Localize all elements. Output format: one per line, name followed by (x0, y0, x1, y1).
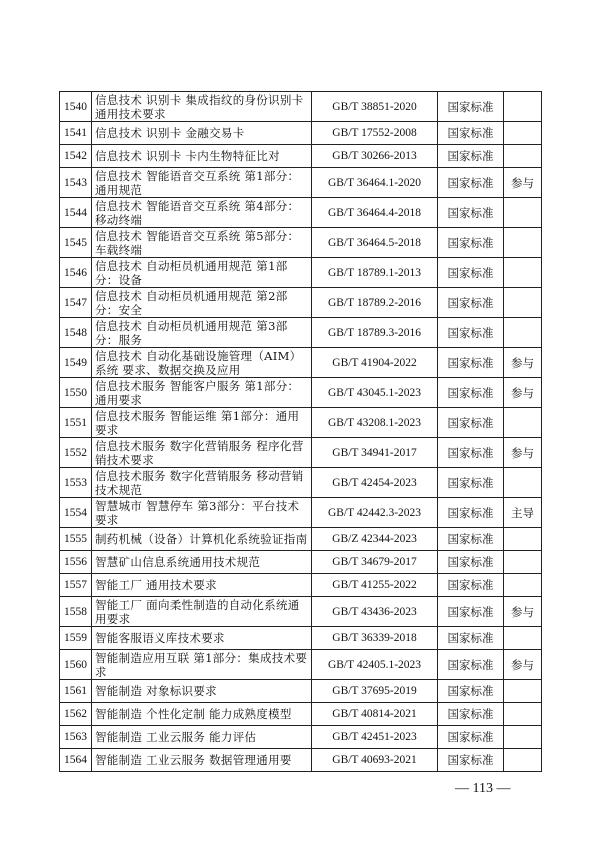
participation-role (504, 726, 542, 749)
standard-name: 智能制造 对象标识要求 (92, 680, 312, 703)
table-row (60, 378, 542, 408)
participation-role: 参与 (504, 168, 542, 198)
table-row (60, 574, 542, 597)
row-number: 1558 (60, 597, 92, 627)
table-row (60, 122, 542, 145)
standard-name: 信息技术 自动柜员机通用规范 第3部分：服务 (92, 318, 312, 348)
standard-name: 信息技术 识别卡 金融交易卡 (92, 122, 312, 145)
standard-type: 国家标准 (438, 168, 504, 198)
table-row (60, 318, 542, 348)
standard-type: 国家标准 (438, 680, 504, 703)
table-row (60, 528, 542, 551)
table-row (60, 228, 542, 258)
participation-role: 参与 (504, 378, 542, 408)
standard-name: 智慧城市 智慧停车 第3部分：平台技术要求 (92, 498, 312, 528)
standard-type: 国家标准 (438, 468, 504, 498)
table-row (60, 92, 542, 122)
standard-code: GB/T 30266-2013 (312, 145, 438, 168)
table-row (60, 749, 542, 772)
standard-name: 信息技术 自动柜员机通用规范 第1部分：设备 (92, 258, 312, 288)
row-number: 1550 (60, 378, 92, 408)
table-row (60, 438, 542, 468)
table-row (60, 680, 542, 703)
standard-code: GB/Z 42344-2023 (312, 528, 438, 551)
standard-type: 国家标准 (438, 749, 504, 772)
standard-type: 国家标准 (438, 228, 504, 258)
table-row (60, 145, 542, 168)
standard-code: GB/T 43436-2023 (312, 597, 438, 627)
standard-type: 国家标准 (438, 408, 504, 438)
standard-name: 智慧矿山信息系统通用技术规范 (92, 551, 312, 574)
table-row (60, 703, 542, 726)
row-number: 1540 (60, 92, 92, 122)
row-number: 1560 (60, 650, 92, 680)
standard-code: GB/T 42442.3-2023 (312, 498, 438, 528)
participation-role (504, 145, 542, 168)
standard-code: GB/T 36464.1-2020 (312, 168, 438, 198)
standard-name: 信息技术 识别卡 卡内生物特征比对 (92, 145, 312, 168)
table-row (60, 597, 542, 627)
table-row (60, 348, 542, 378)
standard-code: GB/T 34679-2017 (312, 551, 438, 574)
standard-type: 国家标准 (438, 288, 504, 318)
standard-code: GB/T 41255-2022 (312, 574, 438, 597)
table-row (60, 168, 542, 198)
standard-code: GB/T 43045.1-2023 (312, 378, 438, 408)
standard-type: 国家标准 (438, 726, 504, 749)
participation-role (504, 318, 542, 348)
participation-role (504, 288, 542, 318)
participation-role (504, 198, 542, 228)
standard-type: 国家标准 (438, 650, 504, 680)
standard-type: 国家标准 (438, 627, 504, 650)
row-number: 1541 (60, 122, 92, 145)
standard-name: 信息技术 智能语音交互系统 第1部分：通用规范 (92, 168, 312, 198)
standard-name: 信息技术服务 智能客户服务 第1部分：通用要求 (92, 378, 312, 408)
row-number: 1549 (60, 348, 92, 378)
participation-role (504, 92, 542, 122)
standard-type: 国家标准 (438, 551, 504, 574)
table-row (60, 408, 542, 438)
participation-role (504, 574, 542, 597)
standard-name: 智能客服语义库技术要求 (92, 627, 312, 650)
table-row (60, 650, 542, 680)
standard-code: GB/T 40693-2021 (312, 749, 438, 772)
participation-role (504, 122, 542, 145)
row-number: 1552 (60, 438, 92, 468)
standard-name: 信息技术 自动柜员机通用规范 第2部分：安全 (92, 288, 312, 318)
table-row (60, 498, 542, 528)
standard-type: 国家标准 (438, 703, 504, 726)
row-number: 1559 (60, 627, 92, 650)
table-row (60, 551, 542, 574)
participation-role (504, 408, 542, 438)
standard-name: 信息技术 自动化基础设施管理（AIM）系统 要求、数据交换及应用 (92, 348, 312, 378)
standard-name: 信息技术服务 数字化营销服务 移动营销技术规范 (92, 468, 312, 498)
participation-role (504, 627, 542, 650)
row-number: 1561 (60, 680, 92, 703)
standard-name: 智能工厂 面向柔性制造的自动化系统通用要求 (92, 597, 312, 627)
standard-type: 国家标准 (438, 122, 504, 145)
row-number: 1548 (60, 318, 92, 348)
standard-name: 智能制造 工业云服务 数据管理通用要 (92, 749, 312, 772)
standard-code: GB/T 42405.1-2023 (312, 650, 438, 680)
row-number: 1562 (60, 703, 92, 726)
row-number: 1551 (60, 408, 92, 438)
standard-type: 国家标准 (438, 198, 504, 228)
standard-type: 国家标准 (438, 378, 504, 408)
participation-role (504, 551, 542, 574)
standard-code: GB/T 43208.1-2023 (312, 408, 438, 438)
row-number: 1543 (60, 168, 92, 198)
standard-code: GB/T 37695-2019 (312, 680, 438, 703)
standard-name: 制药机械（设备）计算机化系统验证指南 (92, 528, 312, 551)
table-row (60, 258, 542, 288)
standard-name: 信息技术 识别卡 集成指纹的身份识别卡通用技术要求 (92, 92, 312, 122)
row-number: 1555 (60, 528, 92, 551)
participation-role (504, 680, 542, 703)
standard-code: GB/T 41904-2022 (312, 348, 438, 378)
row-number: 1563 (60, 726, 92, 749)
standard-type: 国家标准 (438, 145, 504, 168)
standard-type: 国家标准 (438, 348, 504, 378)
participation-role: 参与 (504, 650, 542, 680)
standard-name: 智能工厂 通用技术要求 (92, 574, 312, 597)
standards-table (59, 91, 542, 772)
table-row (60, 468, 542, 498)
participation-role: 参与 (504, 438, 542, 468)
standard-code: GB/T 34941-2017 (312, 438, 438, 468)
participation-role (504, 258, 542, 288)
standard-code: GB/T 36464.4-2018 (312, 198, 438, 228)
standard-code: GB/T 38851-2020 (312, 92, 438, 122)
standard-type: 国家标准 (438, 318, 504, 348)
participation-role (504, 228, 542, 258)
table-row (60, 726, 542, 749)
standard-name: 智能制造 工业云服务 能力评估 (92, 726, 312, 749)
row-number: 1554 (60, 498, 92, 528)
row-number: 1544 (60, 198, 92, 228)
standard-type: 国家标准 (438, 574, 504, 597)
row-number: 1553 (60, 468, 92, 498)
participation-role (504, 468, 542, 498)
row-number: 1564 (60, 749, 92, 772)
standard-code: GB/T 36464.5-2018 (312, 228, 438, 258)
standard-type: 国家标准 (438, 597, 504, 627)
standard-type: 国家标准 (438, 92, 504, 122)
standard-name: 智能制造 个性化定制 能力成熟度模型 (92, 703, 312, 726)
participation-role: 主导 (504, 498, 542, 528)
participation-role: 参与 (504, 597, 542, 627)
standard-code: GB/T 18789.3-2016 (312, 318, 438, 348)
standard-type: 国家标准 (438, 528, 504, 551)
row-number: 1546 (60, 258, 92, 288)
standard-code: GB/T 42451-2023 (312, 726, 438, 749)
participation-role (504, 528, 542, 551)
participation-role: 参与 (504, 348, 542, 378)
row-number: 1556 (60, 551, 92, 574)
table-row (60, 627, 542, 650)
row-number: 1557 (60, 574, 92, 597)
standard-code: GB/T 18789.1-2013 (312, 258, 438, 288)
row-number: 1547 (60, 288, 92, 318)
table-row (60, 198, 542, 228)
page-number: — 113 — (455, 781, 511, 796)
participation-role (504, 703, 542, 726)
row-number: 1545 (60, 228, 92, 258)
standard-code: GB/T 17552-2008 (312, 122, 438, 145)
standard-name: 智能制造应用互联 第1部分：集成技术要求 (92, 650, 312, 680)
standard-name: 信息技术 智能语音交互系统 第4部分：移动终端 (92, 198, 312, 228)
standard-code: GB/T 18789.2-2016 (312, 288, 438, 318)
standard-type: 国家标准 (438, 438, 504, 468)
row-number: 1542 (60, 145, 92, 168)
standard-type: 国家标准 (438, 498, 504, 528)
standard-code: GB/T 42454-2023 (312, 468, 438, 498)
standard-name: 信息技术服务 数字化营销服务 程序化营销技术要求 (92, 438, 312, 468)
standard-code: GB/T 40814-2021 (312, 703, 438, 726)
standard-code: GB/T 36339-2018 (312, 627, 438, 650)
standard-name: 信息技术服务 智能运维 第1部分：通用要求 (92, 408, 312, 438)
standard-name: 信息技术 智能语音交互系统 第5部分：车载终端 (92, 228, 312, 258)
participation-role (504, 749, 542, 772)
standard-type: 国家标准 (438, 258, 504, 288)
table-row (60, 288, 542, 318)
